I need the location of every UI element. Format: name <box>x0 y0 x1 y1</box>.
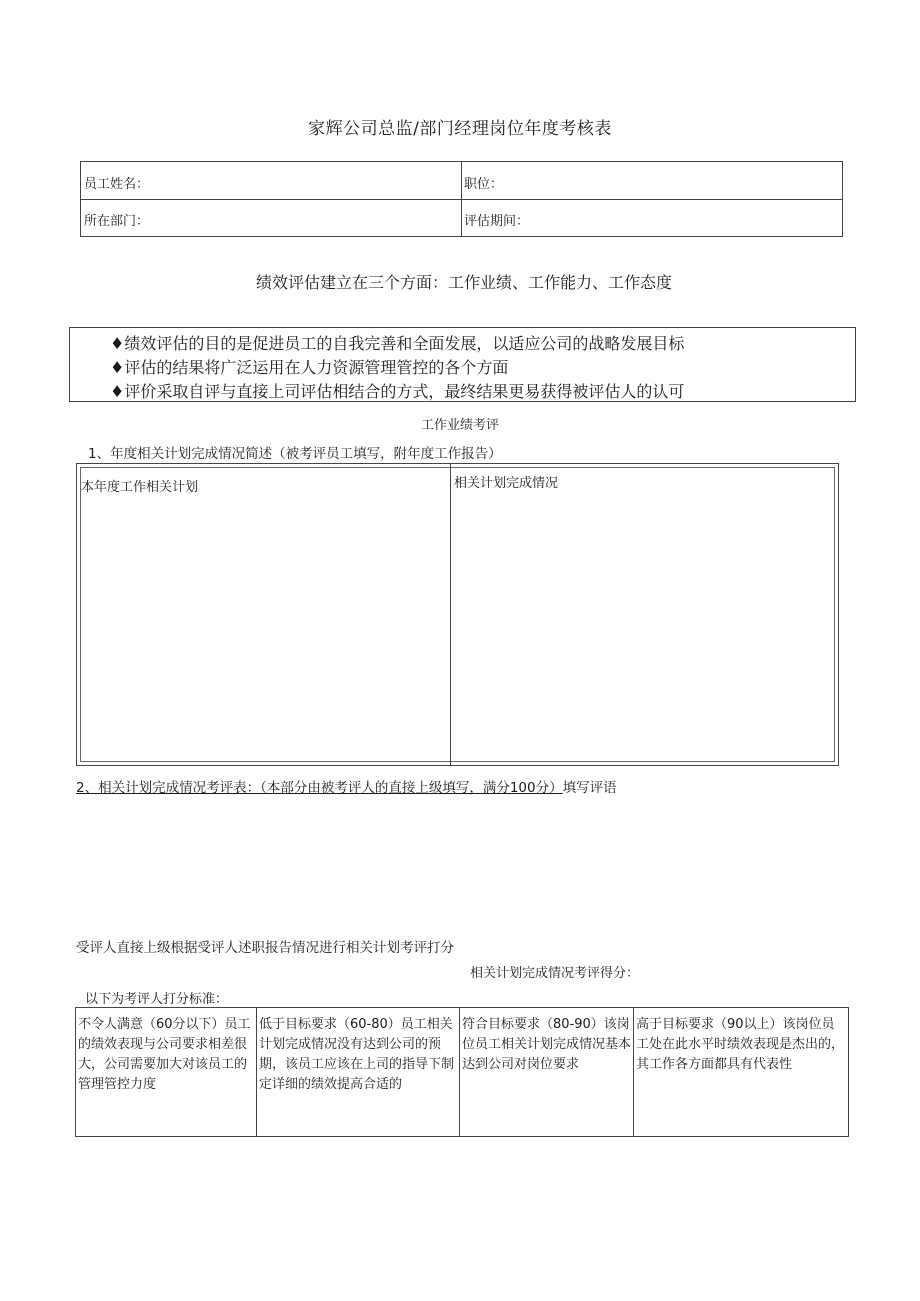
plan-completion-field[interactable]: 相关计划完成情况 <box>454 476 559 491</box>
period-field[interactable]: 评估期间： <box>464 214 530 229</box>
plan-box-inner <box>80 467 835 762</box>
standard-exceeds-target: 高于目标要求（90以上）该岗位员工处在此水平时绩效表现是杰出的，其工作各方面都具有代表性 <box>636 1017 845 1072</box>
question-1: 1、年度相关计划完成情况简述（被考评员工填写，附年度工作报告） <box>88 446 502 462</box>
question-2-text: 2、相关计划完成情况考评表：（本部分由被考评人的直接上级填写，满分100分） <box>76 780 563 796</box>
standard-unsatisfactory: 不令人满意（60分以下）员工的绩效表现与公司要求相差很大，公司需要加大对该员工的管理管控力度 <box>76 1008 257 1136</box>
purpose-box <box>69 327 856 402</box>
purpose-point: ♦绩效评估的目的是促进员工的自我完善和全面发展，以适应公司的战略发展目标 <box>110 334 685 353</box>
employee-name-field[interactable]: 员工姓名： <box>84 177 150 192</box>
plan-box <box>76 463 839 766</box>
section-title: 工作业绩考评 <box>420 418 499 433</box>
standard-below-target: 低于目标要求（60-80）员工相关计划完成情况没有达到公司的预期，该员工应该在上司的指导下制定详细的绩效提高合适的 <box>257 1008 460 1136</box>
purpose-point: ♦评价采取自评与直接上司评估相结合的方式，最终结果更易获得被评估人的认可 <box>110 382 685 401</box>
position-field[interactable]: 职位： <box>464 177 504 192</box>
scoring-standard-table <box>75 1007 849 1137</box>
purpose-point: ♦评估的结果将广泛运用在人力资源管理管控的各个方面 <box>110 358 509 377</box>
supervisor-note: 受评人直接上级根据受评人述职报告情况进行相关计划考评打分 <box>76 940 454 956</box>
department-field[interactable]: 所在部门： <box>84 214 150 229</box>
annual-plan-field[interactable]: 本年度工作相关计划 <box>81 480 199 495</box>
evaluation-aspects: 绩效评估建立在三个方面：工作业绩、工作能力、工作态度 <box>255 273 672 292</box>
standard-meets-target: 符合目标要求（80-90）该岗位员工相关计划完成情况基本达到公司对岗位要求 <box>460 1008 634 1136</box>
standard-intro: 以下为考评人打分标准： <box>85 992 229 1007</box>
score-field[interactable]: 相关计划完成情况考评得分： <box>470 966 640 981</box>
employee-info-table <box>80 161 843 237</box>
question-2 <box>76 776 617 796</box>
question-2-tail: 填写评语 <box>562 780 617 796</box>
plan-box-divider <box>450 464 451 765</box>
page-title: 家辉公司总监/部门经理岗位年度考核表 <box>308 119 612 139</box>
info-divider <box>461 162 462 236</box>
